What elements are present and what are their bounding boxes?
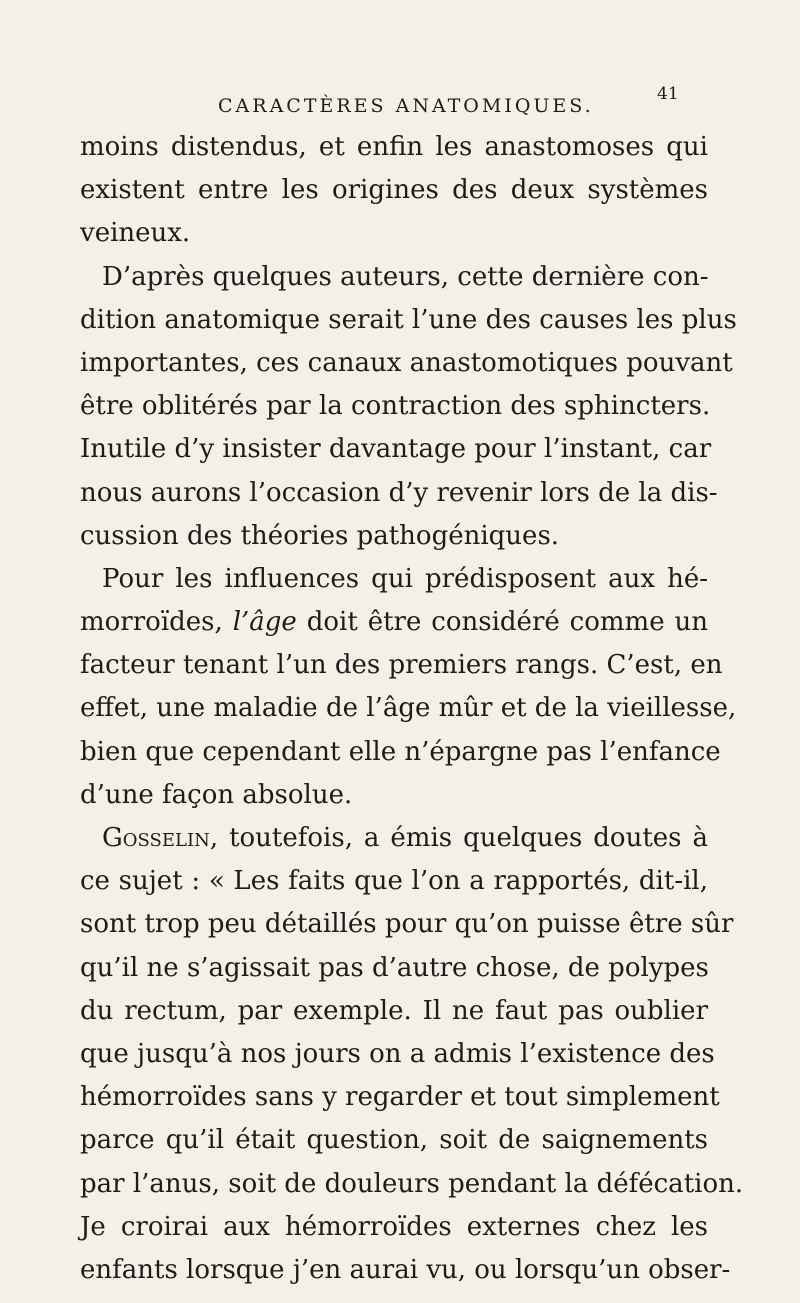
line-segment: morroïdes,: [80, 607, 233, 638]
text-line: bien que cependant elle n’épargne pas l’enfance: [80, 736, 721, 767]
text-line: être oblitérés par la contraction des sphincters.: [80, 391, 711, 422]
text-line: sont trop peu détaillés pour qu’on puisse être sûr: [80, 909, 734, 940]
page-number: 41: [657, 84, 679, 104]
line-segment: , toutefois, a émis quelques doutes à: [209, 823, 708, 853]
text-line-with-emphasis: [80, 601, 708, 644]
text-line: qu’il ne s’agissait pas d’autre chose, de polypes: [80, 952, 709, 983]
text-line: Pour les influences qui prédisposent aux hé-: [102, 563, 708, 594]
line-segment: doit être considéré comme un: [296, 607, 708, 638]
text-line: existent entre les origines des deux systèmes: [80, 175, 708, 206]
text-line: enfants lorsque j’en aurai vu, ou lorsqu’un obser-: [80, 1254, 731, 1285]
text-line: Inutile d’y insister davantage pour l’instant, car: [80, 434, 712, 465]
text-line: veineux.: [80, 218, 191, 249]
text-line: Je croirai aux hémorroïdes externes chez les: [80, 1211, 708, 1242]
text-line: dition anatomique serait l’une des causes les plus: [80, 304, 737, 335]
page-header: [0, 86, 800, 126]
text-line: nous aurons l’occasion d’y revenir lors de la dis-: [80, 477, 718, 508]
text-line: d’une façon absolue.: [80, 779, 353, 810]
text-line: parce qu’il était question, soit de saignements: [80, 1125, 708, 1156]
text-line: importantes, ces canaux anastomotiques pouvant: [80, 347, 733, 378]
text-line: par l’anus, soit de douleurs pendant la défécation.: [80, 1168, 744, 1199]
text-line: du rectum, par exemple. Il ne faut pas oublier: [80, 995, 708, 1026]
emphasized-term: l’âge: [232, 607, 297, 638]
text-line: que jusqu’à nos jours on a admis l’existence des: [80, 1038, 715, 1069]
text-line: hémorroïdes sans y regarder et tout simplement: [80, 1082, 720, 1113]
text-line: D’après quelques auteurs, cette dernière con-: [102, 261, 709, 292]
text-line-with-author: [80, 817, 708, 860]
text-line: ce sujet : « Les faits que l’on a rapportés, dit-il,: [80, 866, 708, 897]
text-line: effet, une maladie de l’âge mûr et de la vieillesse,: [80, 693, 737, 724]
text-line: moins distendus, et enfin les anastomoses qui: [80, 132, 708, 162]
text-line: facteur tenant l’un des premiers rangs. C’est, en: [80, 650, 723, 681]
author-name: Gosselin: [102, 823, 210, 853]
running-head: CARACTÈRES ANATOMIQUES.: [218, 95, 594, 117]
text-line: cussion des théories pathogéniques.: [80, 520, 560, 551]
body-text: [80, 126, 744, 1292]
